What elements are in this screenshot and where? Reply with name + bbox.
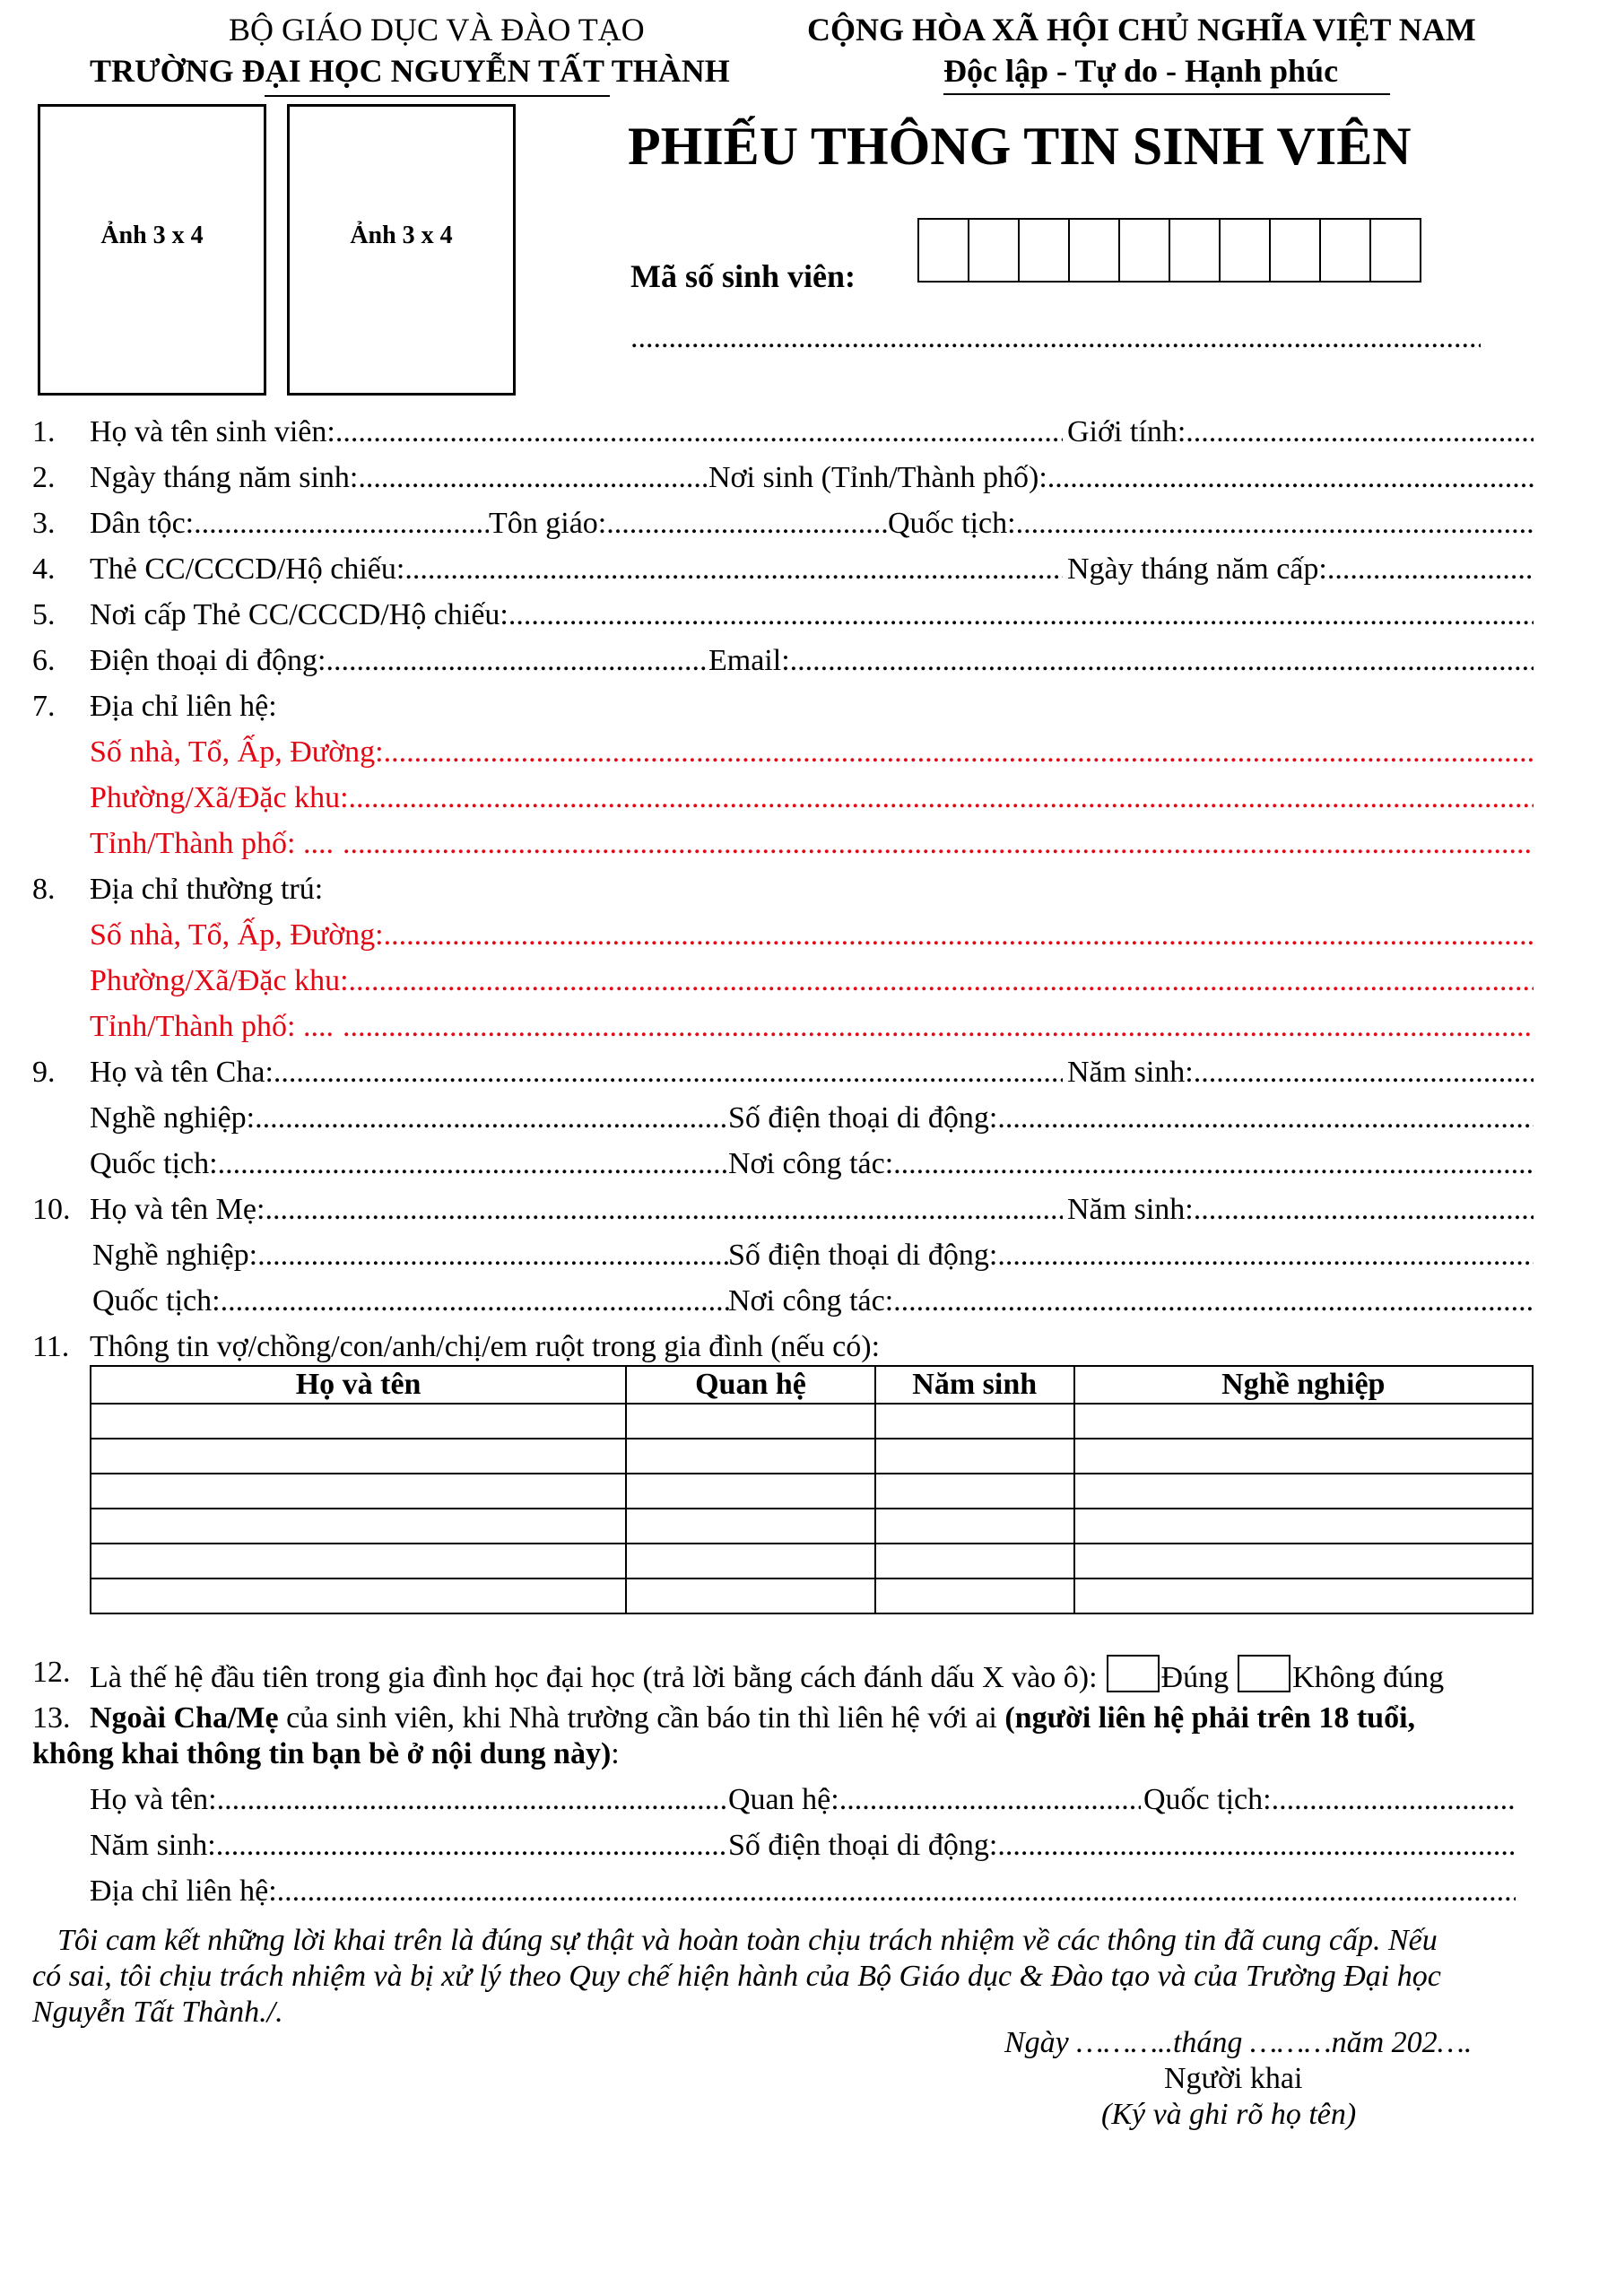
occupation-dots[interactable] (257, 1238, 729, 1274)
table-row (91, 1474, 1533, 1509)
table-row (91, 1404, 1533, 1439)
contact-street-field[interactable] (90, 735, 1534, 770)
province-dots[interactable] (343, 1009, 1534, 1045)
table-cell[interactable] (875, 1439, 1074, 1474)
dob-label: Ngày tháng năm sinh: (90, 461, 359, 494)
table-cell[interactable] (1074, 1544, 1533, 1578)
student-id-boxes[interactable] (919, 218, 1421, 283)
mobile-phone-dots[interactable] (997, 1238, 1534, 1274)
id-card-field[interactable] (90, 552, 1063, 587)
q13-text: của sinh viên, khi Nhà trường cần báo tin thì liên hệ với ai (278, 1701, 1005, 1735)
ministry-name: BỘ GIÁO DỤC VÀ ĐÀO TẠO (229, 12, 645, 48)
full-name-dots[interactable] (335, 414, 1063, 450)
father-nationality-field[interactable] (90, 1146, 726, 1182)
column-header: Họ và tên (91, 1366, 626, 1404)
province-label: Tỉnh/Thành phố: .... (90, 827, 334, 860)
column-header: Năm sinh (875, 1366, 1074, 1404)
mobile-phone-dots[interactable] (997, 1828, 1516, 1864)
table-cell[interactable] (875, 1404, 1074, 1439)
university-underline (265, 95, 610, 97)
item-number: 9. (32, 1056, 56, 1089)
table-cell[interactable] (91, 1439, 626, 1474)
ward-dots[interactable] (349, 963, 1534, 999)
item-number: 11. (32, 1330, 70, 1363)
motto-underline (943, 93, 1390, 95)
nationality-dots[interactable] (1016, 506, 1534, 542)
q13-bold-condition: (người liên hệ phải trên 18 tuổi, (1004, 1701, 1416, 1735)
birthplace-field[interactable] (708, 460, 1534, 496)
contact-province-field[interactable] (90, 826, 1534, 862)
nationality-dots[interactable] (218, 1146, 726, 1182)
contact-name-field[interactable] (90, 1782, 726, 1818)
table-cell[interactable] (1074, 1578, 1533, 1613)
ethnicity-label: Dân tộc: (90, 507, 195, 540)
occupation-label: Nghề nghiệp: (90, 1101, 256, 1135)
table-cell[interactable] (1074, 1474, 1533, 1509)
table-cell[interactable] (626, 1509, 875, 1544)
mother-occupation-field[interactable] (92, 1238, 729, 1274)
nationality-field[interactable] (888, 506, 1534, 542)
student-id-digit-box[interactable] (1369, 218, 1421, 283)
mother-name-field[interactable] (90, 1192, 1063, 1228)
street-dots[interactable] (384, 918, 1534, 953)
commitment-line-2: có sai, tôi chịu trách nhiệm và bị xử lý theo Quy chế hiện hành của Bộ Giáo dục & Đào tạo và của Trường Đại học (32, 1960, 1441, 1993)
father-occupation-field[interactable] (90, 1100, 726, 1136)
permanent-street-field[interactable] (90, 918, 1534, 953)
item-number: 4. (32, 552, 56, 586)
nationality-label: Quốc tịch: (90, 1147, 218, 1180)
table-cell[interactable] (91, 1474, 626, 1509)
father-phone-field[interactable] (728, 1100, 1534, 1136)
first-generation-question (90, 1655, 1444, 1696)
yes-label: Đúng (1160, 1661, 1230, 1694)
student-id-digit-box[interactable] (1018, 218, 1070, 283)
birth-year-label: Năm sinh: (1067, 1193, 1194, 1226)
gender-label: Giới tính: (1067, 415, 1186, 448)
q13-colon: : (611, 1737, 620, 1770)
commitment-line-1: Tôi cam kết những lời khai trên là đúng sự thật và hoàn toàn chịu trách nhiệm về các thông tin đã cung cấp. Nếu (57, 1924, 1438, 1957)
mother-name-label: Họ và tên Mẹ: (90, 1193, 265, 1226)
email-label: Email: (708, 644, 790, 677)
issue-date-label: Ngày tháng năm cấp: (1067, 552, 1327, 586)
contact-address-heading: Địa chỉ liên hệ: (90, 690, 277, 723)
relation-label: Quan hệ: (728, 1783, 839, 1816)
workplace-dots[interactable] (893, 1283, 1534, 1319)
occupation-label: Nghề nghiệp: (92, 1239, 258, 1272)
father-name-field[interactable] (90, 1055, 1063, 1091)
dob-field[interactable] (90, 460, 708, 496)
item-number: 2. (32, 461, 56, 494)
column-header: Nghề nghiệp (1074, 1366, 1533, 1404)
mother-phone-field[interactable] (728, 1238, 1534, 1274)
gender-field[interactable] (1067, 414, 1534, 450)
table-row (91, 1439, 1533, 1474)
street-label: Số nhà, Tổ, Ấp, Đường: (90, 918, 384, 952)
table-cell[interactable] (626, 1404, 875, 1439)
birth-year-dots[interactable] (1194, 1055, 1534, 1091)
contact-address-dots[interactable] (277, 1874, 1516, 1909)
religion-field[interactable] (489, 506, 888, 542)
student-id-label: Mã số sinh viên: (630, 258, 856, 294)
mother-name-dots[interactable] (265, 1192, 1063, 1228)
contact-address-label: Địa chỉ liên hệ: (90, 1874, 277, 1908)
issue-place-dots[interactable] (508, 597, 1534, 633)
column-header: Quan hệ (626, 1366, 875, 1404)
father-workplace-field[interactable] (728, 1146, 1534, 1182)
country-name: CỘNG HÒA XÃ HỘI CHỦ NGHĨA VIỆT NAM (807, 12, 1476, 48)
nationality-label: Quốc tịch: (888, 507, 1016, 540)
mobile-dots[interactable] (326, 643, 708, 679)
province-dots[interactable] (343, 826, 1534, 862)
item-number: 7. (32, 690, 56, 723)
emergency-contact-question-line2 (32, 1736, 620, 1772)
table-cell[interactable] (1074, 1509, 1533, 1544)
permanent-address-heading: Địa chỉ thường trú: (90, 873, 324, 906)
student-id-digit-box[interactable] (1219, 218, 1271, 283)
item-number: 6. (32, 644, 56, 677)
contact-name-label: Họ và tên: (90, 1783, 217, 1816)
contact-ward-field[interactable] (90, 780, 1534, 816)
q13-bold-end: không khai thông tin bạn bè ở nội dung này) (32, 1737, 612, 1770)
no-checkbox[interactable] (1238, 1655, 1290, 1692)
contact-nationality-field[interactable] (1143, 1782, 1516, 1818)
item-number: 3. (32, 507, 56, 540)
nationality-dots[interactable] (221, 1283, 729, 1319)
religion-label: Tôn giáo: (489, 507, 607, 540)
contact-name-dots[interactable] (217, 1782, 726, 1818)
contact-phone-field[interactable] (728, 1828, 1516, 1864)
student-id-digit-box[interactable] (1118, 218, 1170, 283)
class-code-dots[interactable] (630, 320, 1481, 356)
province-label: Tỉnh/Thành phố: .... (90, 1010, 334, 1043)
student-id-digit-box[interactable] (917, 218, 969, 283)
emergency-contact-question (90, 1700, 1415, 1736)
university-name: TRƯỜNG ĐẠI HỌC NGUYỄN TẤT THÀNH (90, 53, 730, 89)
item-number: 13. (32, 1701, 71, 1735)
email-field[interactable] (708, 643, 1534, 679)
table-cell[interactable] (875, 1509, 1074, 1544)
table-cell[interactable] (875, 1544, 1074, 1578)
table-cell[interactable] (626, 1544, 875, 1578)
birth-year-label: Năm sinh: (1067, 1056, 1194, 1089)
mobile-phone-label: Số điện thoại di động: (728, 1829, 998, 1862)
email-dots[interactable] (790, 643, 1534, 679)
mother-workplace-field[interactable] (728, 1283, 1534, 1319)
mobile-phone-label: Số điện thoại di động: (728, 1101, 998, 1135)
student-id-digit-box[interactable] (1319, 218, 1371, 283)
table-cell[interactable] (626, 1474, 875, 1509)
occupation-dots[interactable] (255, 1100, 726, 1136)
issue-place-field[interactable] (90, 597, 1534, 633)
table-cell[interactable] (875, 1578, 1074, 1613)
permanent-province-field[interactable] (90, 1009, 1534, 1045)
signature-note: (Ký và ghi rõ họ tên) (1101, 2098, 1357, 2131)
mobile-phone-label: Số điện thoại di động: (728, 1239, 998, 1272)
father-birth-year-field[interactable] (1067, 1055, 1534, 1091)
father-name-label: Họ và tên Cha: (90, 1056, 274, 1089)
item-number: 12. (32, 1656, 71, 1689)
class-code-field[interactable] (630, 320, 1481, 356)
relation-dots[interactable] (839, 1782, 1141, 1818)
ethnicity-field[interactable] (90, 506, 489, 542)
photo-label: Ảnh 3 x 4 (350, 222, 453, 249)
student-id-digit-box[interactable] (1269, 218, 1321, 283)
relation-field[interactable] (728, 1782, 1141, 1818)
mobile-label: Điện thoại di động: (90, 644, 326, 677)
item-number: 8. (32, 873, 56, 906)
form-title: PHIẾU THÔNG TIN SINH VIÊN (628, 117, 1412, 176)
first-generation-text: Là thế hệ đầu tiên trong gia đình học đại học (trả lời bằng cách đánh dấu X vào ô): (90, 1661, 1098, 1694)
religion-dots[interactable] (606, 506, 888, 542)
ethnicity-dots[interactable] (194, 506, 489, 542)
workplace-label: Nơi công tác: (728, 1284, 894, 1318)
issue-place-label: Nơi cấp Thẻ CC/CCCD/Hộ chiếu: (90, 598, 508, 631)
issue-date-dots[interactable] (1327, 552, 1534, 587)
nationality-label: Quốc tịch: (1143, 1783, 1272, 1816)
birth-year-dots[interactable] (1194, 1192, 1534, 1228)
item-number: 1. (32, 415, 56, 448)
family-table-header (91, 1366, 1533, 1404)
nationality-dots[interactable] (1272, 1782, 1516, 1818)
photo-box-2 (287, 104, 516, 396)
table-cell[interactable] (91, 1509, 626, 1544)
photo-box-1 (38, 104, 266, 396)
workplace-label: Nơi công tác: (728, 1147, 894, 1180)
item-number: 10. (32, 1193, 71, 1226)
birthplace-label: Nơi sinh (Tỉnh/Thành phố): (708, 461, 1047, 494)
dob-dots[interactable] (358, 460, 708, 496)
family-info-heading: Thông tin vợ/chồng/con/anh/chị/em ruột trong gia đình (nếu có): (90, 1330, 881, 1363)
national-motto: Độc lập - Tự do - Hạnh phúc (943, 53, 1339, 89)
ward-label: Phường/Xã/Đặc khu: (90, 781, 349, 814)
gender-dots[interactable] (1186, 414, 1534, 450)
birth-year-dots[interactable] (216, 1828, 726, 1864)
table-cell[interactable] (626, 1578, 875, 1613)
birthplace-dots[interactable] (1047, 460, 1534, 496)
birth-year-label: Năm sinh: (90, 1829, 216, 1862)
mother-birth-year-field[interactable] (1067, 1192, 1534, 1228)
table-cell[interactable] (91, 1404, 626, 1439)
contact-birth-year-field[interactable] (90, 1828, 726, 1864)
table-row (91, 1509, 1533, 1544)
full-name-field[interactable] (90, 414, 1063, 450)
full-name-label: Họ và tên sinh viên: (90, 415, 335, 448)
commitment-line-3: Nguyễn Tất Thành./. (32, 1996, 283, 2029)
permanent-ward-field[interactable] (90, 963, 1534, 999)
issue-date-field[interactable] (1067, 552, 1534, 587)
table-cell[interactable] (1074, 1439, 1533, 1474)
table-row (91, 1578, 1533, 1613)
workplace-dots[interactable] (893, 1146, 1534, 1182)
student-id-digit-box[interactable] (1169, 218, 1221, 283)
id-card-label: Thẻ CC/CCCD/Hộ chiếu: (90, 552, 405, 586)
student-id-digit-box[interactable] (1068, 218, 1120, 283)
contact-address-field[interactable] (90, 1874, 1516, 1909)
ward-dots[interactable] (349, 780, 1534, 816)
table-cell[interactable] (626, 1439, 875, 1474)
mobile-phone-dots[interactable] (997, 1100, 1534, 1136)
father-name-dots[interactable] (274, 1055, 1063, 1091)
table-cell[interactable] (1074, 1404, 1533, 1439)
mother-nationality-field[interactable] (92, 1283, 729, 1319)
street-dots[interactable] (384, 735, 1534, 770)
family-table (90, 1365, 1534, 1614)
signature-date: Ngày ………..tháng ………năm 202…. (1004, 2026, 1473, 2059)
photo-label: Ảnh 3 x 4 (100, 222, 204, 249)
table-row (91, 1544, 1533, 1578)
mobile-field[interactable] (90, 643, 708, 679)
table-cell[interactable] (91, 1578, 626, 1613)
nationality-label: Quốc tịch: (92, 1284, 221, 1318)
student-id-digit-box[interactable] (968, 218, 1020, 283)
declarant-label: Người khai (1164, 2062, 1303, 2095)
yes-checkbox[interactable] (1107, 1655, 1160, 1692)
no-label: Không đúng (1292, 1661, 1445, 1694)
table-cell[interactable] (875, 1474, 1074, 1509)
ward-label: Phường/Xã/Đặc khu: (90, 964, 349, 997)
street-label: Số nhà, Tổ, Ấp, Đường: (90, 735, 384, 769)
id-card-dots[interactable] (404, 552, 1063, 587)
q13-bold-start: Ngoài Cha/Mẹ (90, 1701, 279, 1735)
item-number: 5. (32, 598, 56, 631)
table-cell[interactable] (91, 1544, 626, 1578)
